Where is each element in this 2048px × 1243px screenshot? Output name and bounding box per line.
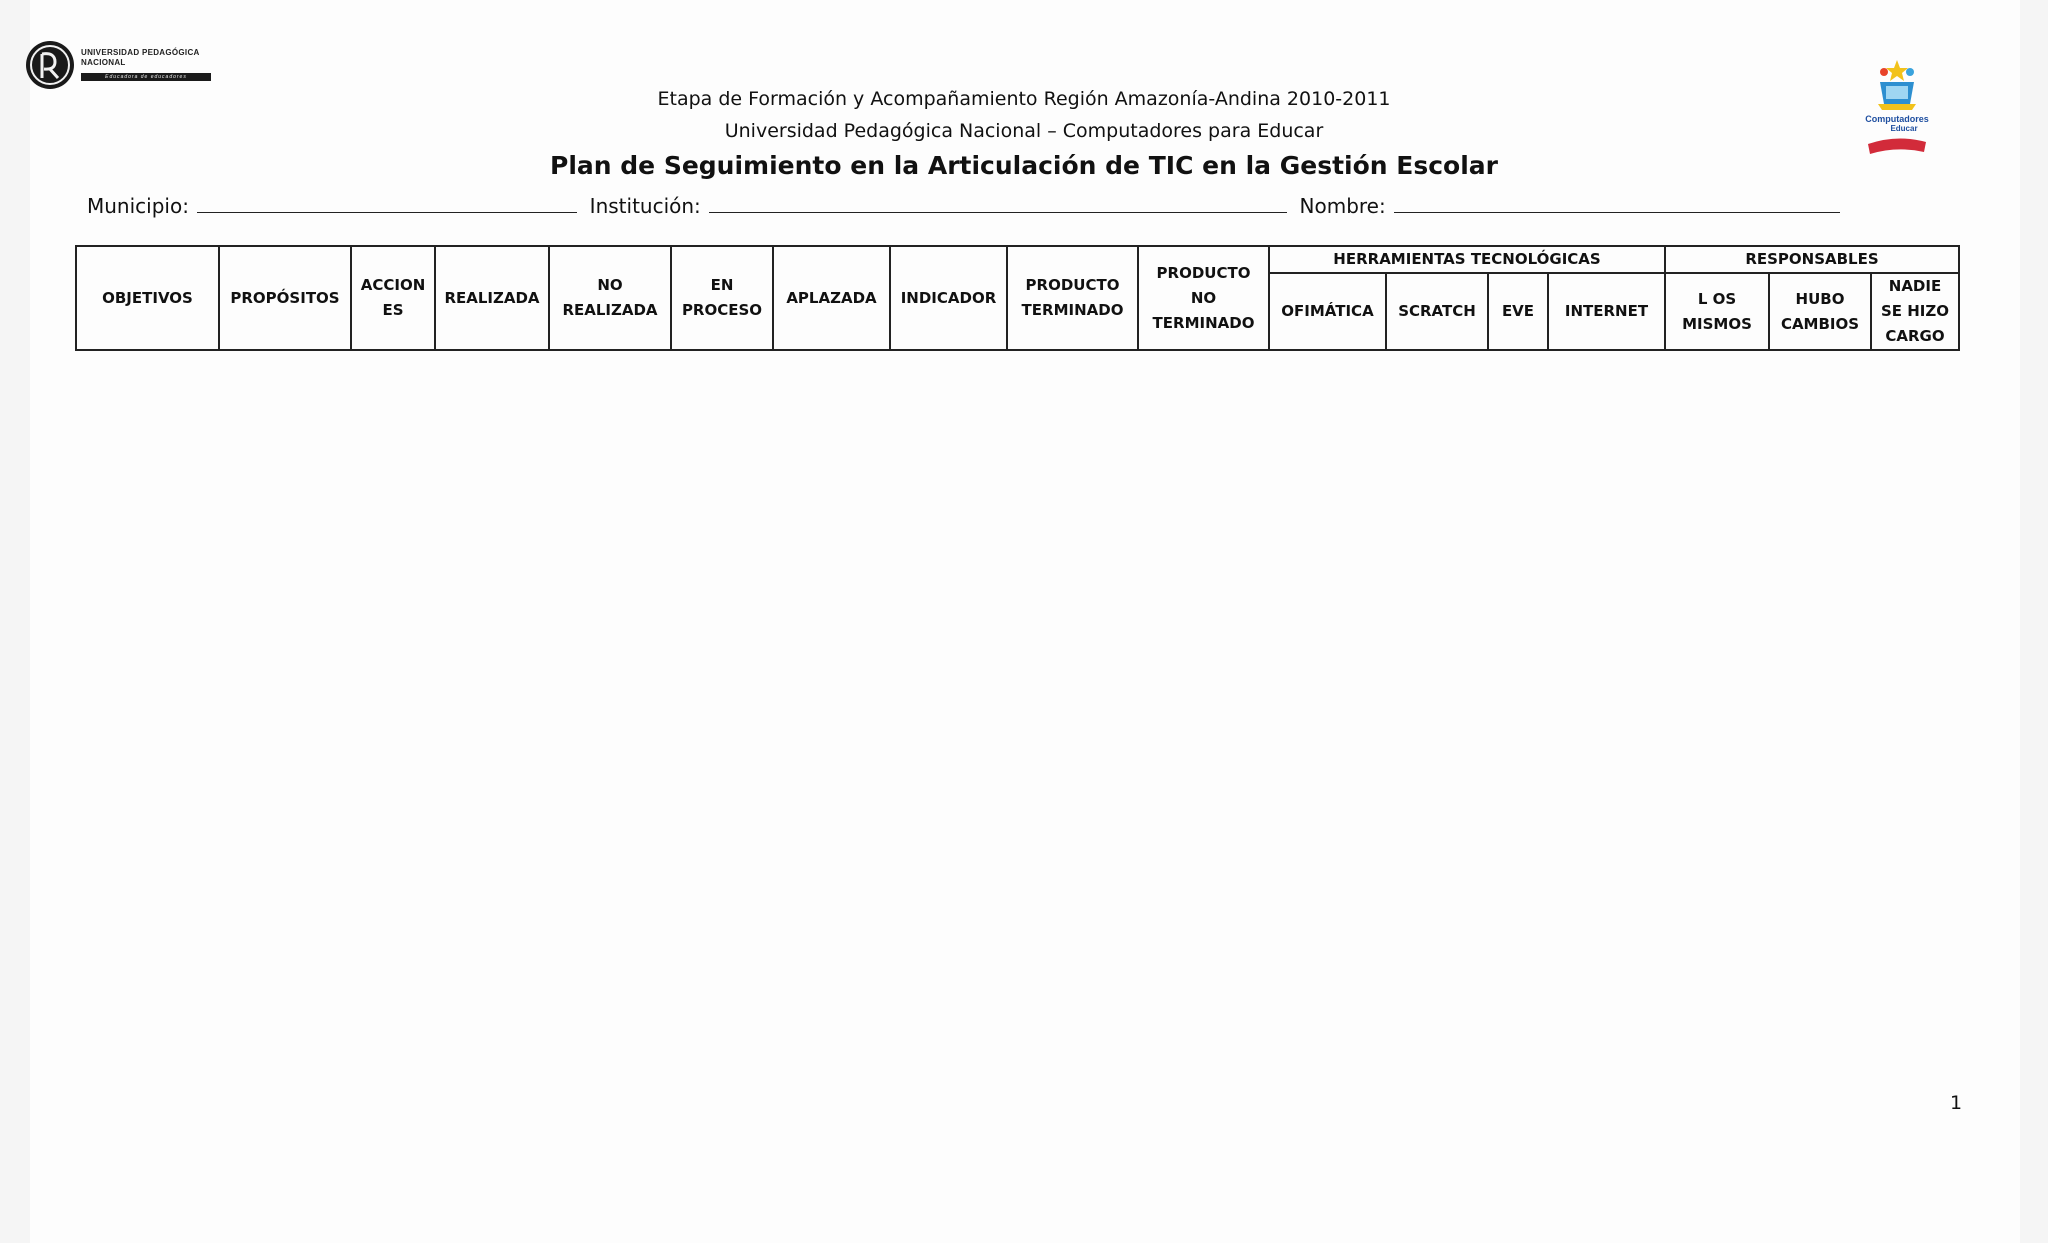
col-producto-no-terminado: PRODUCTO NO TERMINADO xyxy=(1138,246,1269,350)
form-fields-line xyxy=(87,192,1846,218)
institucion-field[interactable] xyxy=(709,192,1287,213)
computadores-para-educar-logo xyxy=(1862,60,1932,160)
nombre-label: Nombre: xyxy=(1299,194,1386,218)
col-no-realizada: NO REALIZADA xyxy=(549,246,671,350)
svg-text:Educar: Educar xyxy=(1890,124,1918,133)
municipio-label: Municipio: xyxy=(87,194,189,218)
nombre-field[interactable] xyxy=(1394,192,1840,213)
col-ofimatica: OFIMÁTICA xyxy=(1269,273,1386,350)
col-scratch: SCRATCH xyxy=(1386,273,1488,350)
col-los-mismos: L OS MISMOS xyxy=(1665,273,1769,350)
upn-seal-icon xyxy=(25,40,75,90)
upn-logo-name xyxy=(81,48,200,68)
table-header-row-1 xyxy=(76,246,1959,273)
svg-text:Computadores: Computadores xyxy=(1865,114,1929,124)
plan-table xyxy=(75,245,1960,351)
page-number: 1 xyxy=(1950,1092,1963,1114)
group-herramientas-tecnologicas: HERRAMIENTAS TECNOLÓGICAS xyxy=(1269,246,1665,273)
municipio-field[interactable] xyxy=(197,192,577,213)
col-propositos: PROPÓSITOS xyxy=(219,246,351,350)
group-responsables: RESPONSABLES xyxy=(1665,246,1959,273)
document-page xyxy=(30,0,2020,1243)
col-aplazada: APLAZADA xyxy=(773,246,890,350)
col-hubo-cambios: HUBO CAMBIOS xyxy=(1769,273,1871,350)
col-acciones: ACCION ES xyxy=(351,246,435,350)
upn-logo-name-line2: NACIONAL xyxy=(81,58,126,67)
computadores-para-educar-emblem-icon xyxy=(1862,60,1932,160)
col-en-proceso: EN PROCESO xyxy=(671,246,773,350)
col-producto-terminado: PRODUCTO TERMINADO xyxy=(1007,246,1138,350)
col-objetivos: OBJETIVOS xyxy=(76,246,219,350)
institucion-label: Institución: xyxy=(589,194,701,218)
header-subtitle-stage: Etapa de Formación y Acompañamiento Región Amazonía-Andina 2010-2011 xyxy=(657,88,1391,110)
header-subtitle-institutions: Universidad Pedagógica Nacional – Computadores para Educar xyxy=(724,120,1324,142)
col-eve: EVE xyxy=(1488,273,1548,350)
col-indicador: INDICADOR xyxy=(890,246,1007,350)
col-realizada: REALIZADA xyxy=(435,246,549,350)
page-title: Plan de Seguimiento en la Articulación de TIC en la Gestión Escolar xyxy=(550,151,1498,180)
col-internet: INTERNET xyxy=(1548,273,1665,350)
upn-logo-name-line1: UNIVERSIDAD PEDAGÓGICA xyxy=(81,48,200,57)
col-nadie-se-hizo-cargo: NADIE SE HIZO CARGO xyxy=(1871,273,1959,350)
upn-logo-motto: Educadora de educadores xyxy=(81,73,211,81)
